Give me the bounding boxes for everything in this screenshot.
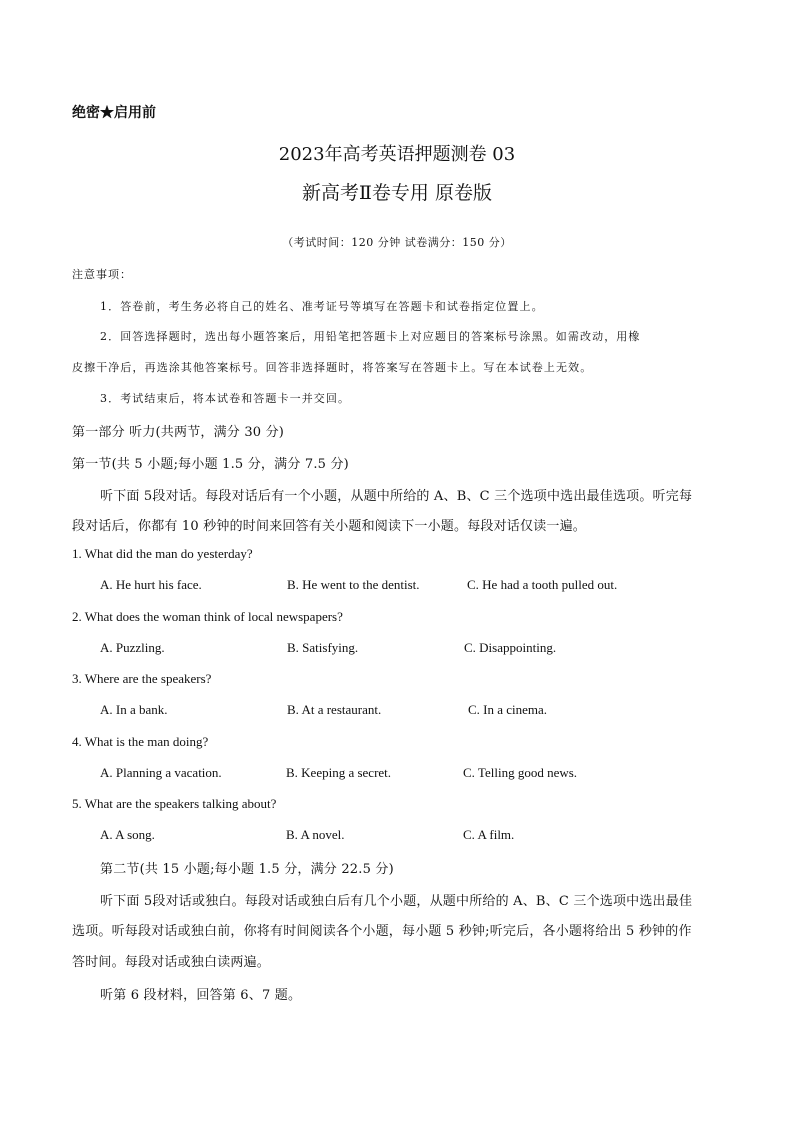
part1-heading: 第一部分 听力(共两节，满分 30 分)	[72, 425, 285, 440]
question-3-stem: 3. Where are the speakers?	[72, 671, 212, 686]
question-1-stem: 1. What did the man do yesterday?	[72, 546, 253, 561]
section2-instruction-line-2: 选项。听每段对话或独白前，你将有时间阅读各个小题，每小题 5 秒钟;听完后，各小题将给出 5 秒钟的作	[72, 924, 692, 939]
section2-instruction-line-1: 听下面 5段对话或独白。每段对话或独白后有几个小题，从题中所给的 A、B、C 三个选项中选出最佳	[100, 894, 693, 909]
section1-instruction-line-2: 段对话后，你都有 10 秒钟的时间来回答有关小题和阅读下一小题。每段对话仅读一遍。	[72, 519, 587, 534]
question-3-option-b: B. At a restaurant.	[287, 702, 382, 717]
question-5-option-c: C. A film.	[463, 827, 515, 842]
question-3-option-c: C. In a cinema.	[468, 702, 548, 717]
exam-subtitle: 新高考Ⅱ卷专用 原卷版	[302, 182, 492, 204]
question-4-option-a: A. Planning a vacation.	[100, 765, 222, 780]
section1-instruction-line-1: 听下面 5段对话。每段对话后有一个小题，从题中所给的 A、B、C 三个选项中选出最佳选项。听完每	[100, 489, 693, 504]
question-2-stem: 2. What does the woman think of local newspapers?	[72, 609, 343, 624]
question-2-option-b: B. Satisfying.	[287, 640, 359, 655]
question-5-stem: 5. What are the speakers talking about?	[72, 796, 277, 811]
notice-heading: 注意事项：	[72, 268, 132, 281]
question-2-option-a: A. Puzzling.	[100, 640, 165, 655]
notice-item-3: 3．考试结束后，将本试卷和答题卡一并交回。	[100, 392, 351, 405]
question-4-option-b: B. Keeping a secret.	[286, 765, 392, 780]
material-6-instruction: 听第 6 段材料，回答第 6、7 题。	[100, 988, 302, 1003]
notice-item-2-line-2: 皮擦干净后，再选涂其他答案标号。回答非选择题时，将答案写在答题卡上。写在本试卷上无效。	[72, 361, 593, 374]
question-1-option-c: C. He had a tooth pulled out.	[467, 577, 618, 592]
question-5-option-b: B. A novel.	[286, 827, 345, 842]
exam-title: 2023年高考英语押题测卷 03	[278, 144, 516, 165]
question-4-stem: 4. What is the man doing?	[72, 734, 209, 749]
question-1-option-b: B. He went to the dentist.	[287, 577, 420, 592]
notice-item-2-line-1: 2．回答选择题时，选出每小题答案后，用铅笔把答题卡上对应题目的答案标号涂黑。如需改动，用橡	[100, 330, 641, 343]
secret-mark: 绝密★启用前	[72, 105, 156, 121]
question-1-option-a: A. He hurt his face.	[100, 577, 202, 592]
question-3-option-a: A. In a bank.	[100, 702, 168, 717]
question-5-option-a: A. A song.	[100, 827, 155, 842]
section1-heading: 第一节(共 5 小题;每小题 1.5 分，满分 7.5 分)	[72, 457, 349, 472]
section2-heading: 第二节(共 15 小题;每小题 1.5 分，满分 22.5 分)	[100, 862, 394, 877]
exam-info: （考试时间：120 分钟 试卷满分：150 分）	[282, 236, 512, 249]
question-2-option-c: C. Disappointing.	[464, 640, 557, 655]
notice-item-1: 1．答卷前，考生务必将自己的姓名、准考证号等填写在答题卡和试卷指定位置上。	[100, 300, 544, 313]
section2-instruction-line-3: 答时间。每段对话或独白读两遍。	[72, 955, 271, 970]
question-4-option-c: C. Telling good news.	[463, 765, 578, 780]
